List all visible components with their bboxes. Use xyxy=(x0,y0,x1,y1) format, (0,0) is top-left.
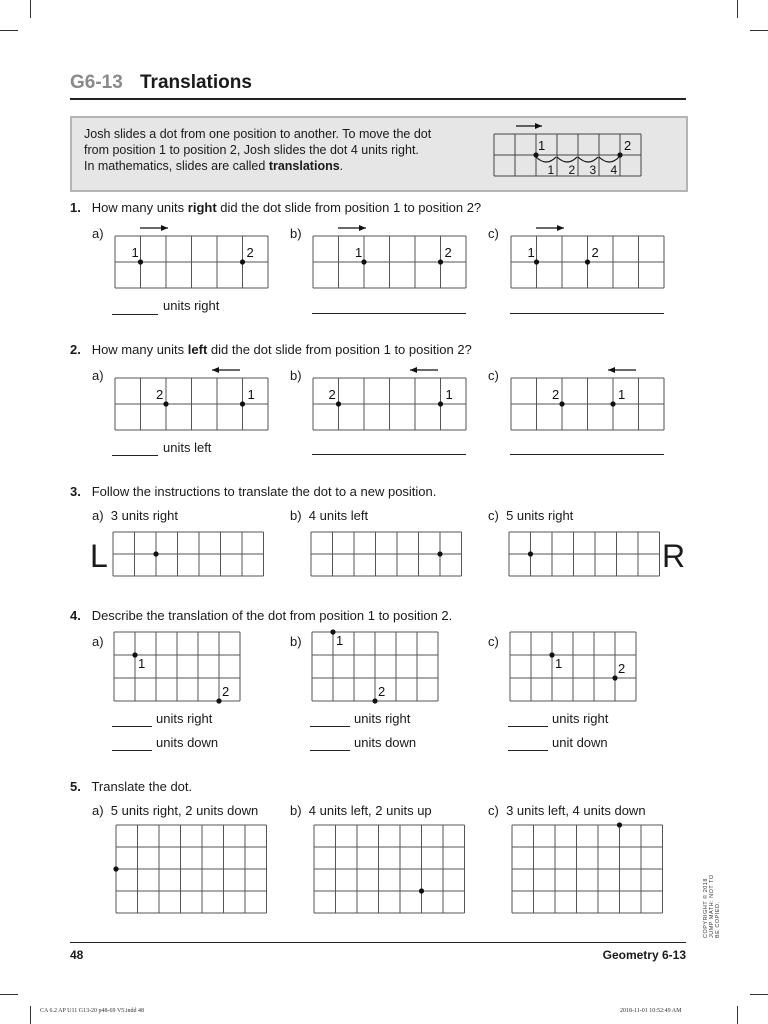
answer-blank-down[interactable] xyxy=(508,750,548,751)
part-instruction xyxy=(92,508,178,524)
step-label: 1 xyxy=(547,163,555,177)
print-slug-file: CA 6.2 AP U11 G13-20 p48-69 V5.indd 48 xyxy=(40,1008,144,1014)
left-marker: L xyxy=(90,538,108,574)
position-2-label: 2 xyxy=(591,245,599,260)
position-1-label: 1 xyxy=(355,245,363,260)
print-slug-date: 2018-11-01 10:52:49 AM xyxy=(620,1008,682,1014)
answer-unit-label: units right xyxy=(156,711,213,726)
crop-mark xyxy=(737,1006,738,1024)
part-instruction xyxy=(290,508,368,524)
answer-blank[interactable] xyxy=(510,454,664,455)
intro-line-1: Josh slides a dot from one position to another. To move the dot xyxy=(84,127,432,141)
position-2-label: 2 xyxy=(552,387,560,402)
footer-topic: Geometry 6-13 xyxy=(602,948,686,962)
answer-blank[interactable] xyxy=(112,314,158,315)
position-1-dot xyxy=(361,259,366,264)
translate-grid[interactable] xyxy=(112,530,267,580)
question-1 xyxy=(70,200,481,216)
answer-blank[interactable] xyxy=(510,313,664,314)
position-2-label: 2 xyxy=(246,245,254,260)
arrow-head xyxy=(212,367,219,373)
instruction-text: 4 units left xyxy=(308,508,369,523)
translate-grid[interactable] xyxy=(508,530,663,580)
translation-grid xyxy=(508,630,643,704)
question-number: 4. xyxy=(70,608,81,623)
translate-grid[interactable] xyxy=(310,820,470,916)
arrow-head xyxy=(359,225,366,231)
start-dot xyxy=(437,551,442,556)
end-dot xyxy=(617,152,622,157)
question-number: 3. xyxy=(70,484,81,499)
question-text: Follow the instructions to translate the dot to a new position. xyxy=(91,484,437,499)
intro-keyword: translations xyxy=(268,159,340,173)
question-text: How many units xyxy=(91,200,188,215)
position-2-label: 2 xyxy=(222,684,230,699)
answer-unit-label: units down xyxy=(156,735,219,750)
position-2-dot xyxy=(438,259,443,264)
instruction-text: 5 units right xyxy=(506,508,574,523)
instruction-text: 3 units left, 4 units down xyxy=(506,803,646,818)
instruction-text: 3 units right xyxy=(110,508,178,523)
part-label: c) xyxy=(488,634,499,649)
hop-arc xyxy=(578,157,598,162)
copyright-notice: COPYRIGHT © 2018 JUMP MATH: NOT TO BE COPIED. xyxy=(703,874,721,938)
answer-blank-down[interactable] xyxy=(112,750,152,751)
part-instruction xyxy=(488,803,646,819)
part-label: c) xyxy=(488,368,499,383)
part-label: a) xyxy=(92,368,104,383)
position-2-label: 2 xyxy=(444,245,452,260)
hop-arc xyxy=(536,157,556,162)
question-5 xyxy=(70,779,192,795)
start-dot xyxy=(419,888,424,893)
answer-unit-label: units left xyxy=(163,440,212,455)
position-2-dot xyxy=(585,259,590,264)
question-3 xyxy=(70,484,436,500)
position-2-dot xyxy=(372,698,377,703)
part-label: c) xyxy=(488,226,499,241)
arrow-head xyxy=(608,367,615,373)
part-label: a) xyxy=(92,634,104,649)
part-label: c) xyxy=(488,803,499,818)
position-1-dot xyxy=(240,401,245,406)
part-label: a) xyxy=(92,803,104,818)
position-2-label: 2 xyxy=(618,661,626,676)
intro-line-2: from position 1 to position 2, Josh slides the dot 4 units right. xyxy=(84,143,419,157)
header-rule xyxy=(70,98,686,100)
position-1-label: 1 xyxy=(555,656,563,671)
lesson-code: G6-13 xyxy=(70,72,123,93)
position-1-dot xyxy=(132,652,137,657)
crop-mark xyxy=(30,0,31,18)
crop-mark xyxy=(737,0,738,18)
part-label: c) xyxy=(488,508,499,523)
question-text-end: did the dot slide from position 1 to position 2? xyxy=(207,342,472,357)
position-1-label: 1 xyxy=(445,387,453,402)
start-label: 1 xyxy=(538,138,546,153)
position-1-dot xyxy=(610,401,615,406)
part-instruction xyxy=(488,508,573,524)
right-marker: R xyxy=(662,538,686,574)
position-2-dot xyxy=(559,401,564,406)
position-2-label: 2 xyxy=(328,387,336,402)
answer-unit-label: units right xyxy=(552,711,609,726)
translate-grid[interactable] xyxy=(508,820,668,916)
hop-arc xyxy=(599,157,619,162)
part-label: b) xyxy=(290,634,302,649)
position-2-dot xyxy=(336,401,341,406)
answer-blank-down[interactable] xyxy=(310,750,350,751)
question-text: Translate the dot. xyxy=(91,779,193,794)
question-number: 2. xyxy=(70,342,81,357)
step-label: 3 xyxy=(589,163,597,177)
question-keyword: right xyxy=(187,200,217,215)
part-instruction xyxy=(92,803,258,819)
position-2-dot xyxy=(240,259,245,264)
position-1-label: 1 xyxy=(138,656,146,671)
end-label: 2 xyxy=(624,138,632,153)
footer-rule xyxy=(70,942,686,943)
slide-grid xyxy=(312,364,472,434)
start-dot xyxy=(113,866,118,871)
intro-line-3-end: . xyxy=(339,159,344,173)
crop-mark xyxy=(30,1006,31,1024)
answer-blank[interactable] xyxy=(312,313,466,314)
translate-grid[interactable] xyxy=(112,820,272,916)
part-label: b) xyxy=(290,803,302,818)
position-2-dot xyxy=(216,698,221,703)
intro-slide-diagram xyxy=(490,118,680,184)
answer-blank-right[interactable] xyxy=(310,726,350,727)
part-label: b) xyxy=(290,226,302,241)
question-4 xyxy=(70,608,452,624)
arrow-head xyxy=(161,225,168,231)
question-2 xyxy=(70,342,472,358)
answer-unit-label: units right xyxy=(354,711,411,726)
answer-unit-label: units down xyxy=(354,735,417,750)
part-instruction xyxy=(290,803,432,819)
answer-blank-right[interactable] xyxy=(112,726,152,727)
position-1-dot xyxy=(534,259,539,264)
part-label: a) xyxy=(92,508,104,523)
step-label: 4 xyxy=(610,163,618,177)
position-1-label: 1 xyxy=(131,245,139,260)
intro-line-3 xyxy=(84,158,343,174)
instruction-text: 4 units left, 2 units up xyxy=(308,803,432,818)
hop-arc xyxy=(557,157,577,162)
page-number: 48 xyxy=(70,948,84,962)
page-title: Translations xyxy=(140,72,252,93)
position-1-dot xyxy=(138,259,143,264)
question-text-end: did the dot slide from position 1 to position 2? xyxy=(216,200,482,215)
answer-unit-label: units right xyxy=(163,298,220,313)
position-1-dot xyxy=(438,401,443,406)
start-dot xyxy=(153,551,158,556)
position-1-dot xyxy=(549,652,554,657)
slide-grid xyxy=(114,222,274,292)
arrow-head xyxy=(535,123,542,129)
start-dot xyxy=(533,152,538,157)
question-number: 1. xyxy=(70,200,81,215)
position-1-dot xyxy=(330,629,335,634)
answer-blank[interactable] xyxy=(312,454,466,455)
position-2-label: 2 xyxy=(156,387,164,402)
part-label: b) xyxy=(290,508,302,523)
arrow-head xyxy=(557,225,564,231)
part-label: a) xyxy=(92,226,104,241)
slide-grid xyxy=(510,364,670,434)
question-number: 5. xyxy=(70,779,81,794)
intro-line-3-text: In mathematics, slides are called xyxy=(84,159,269,173)
instruction-text: 5 units right, 2 units down xyxy=(110,803,259,818)
start-dot xyxy=(528,551,533,556)
position-1-label: 1 xyxy=(527,245,535,260)
position-2-dot xyxy=(163,401,168,406)
translate-grid[interactable] xyxy=(310,530,465,580)
arrow-head xyxy=(410,367,417,373)
crop-mark xyxy=(0,30,18,31)
position-1-label: 1 xyxy=(336,633,344,648)
slide-grid xyxy=(510,222,670,292)
translation-grid xyxy=(112,630,247,704)
position-2-dot xyxy=(612,675,617,680)
question-text: Describe the translation of the dot from position 1 to position 2. xyxy=(91,608,453,623)
answer-unit-label: unit down xyxy=(552,735,608,750)
position-2-label: 2 xyxy=(378,684,386,699)
slide-grid xyxy=(312,222,472,292)
start-dot xyxy=(617,822,622,827)
crop-mark xyxy=(0,994,18,995)
slide-grid xyxy=(114,364,274,434)
question-text: How many units xyxy=(91,342,188,357)
translation-grid xyxy=(310,630,445,704)
step-label: 2 xyxy=(568,163,576,177)
part-label: b) xyxy=(290,368,302,383)
answer-blank[interactable] xyxy=(112,455,158,456)
crop-mark xyxy=(750,994,768,995)
position-1-label: 1 xyxy=(247,387,255,402)
answer-blank-right[interactable] xyxy=(508,726,548,727)
question-keyword: left xyxy=(187,342,208,357)
crop-mark xyxy=(750,30,768,31)
position-1-label: 1 xyxy=(618,387,626,402)
